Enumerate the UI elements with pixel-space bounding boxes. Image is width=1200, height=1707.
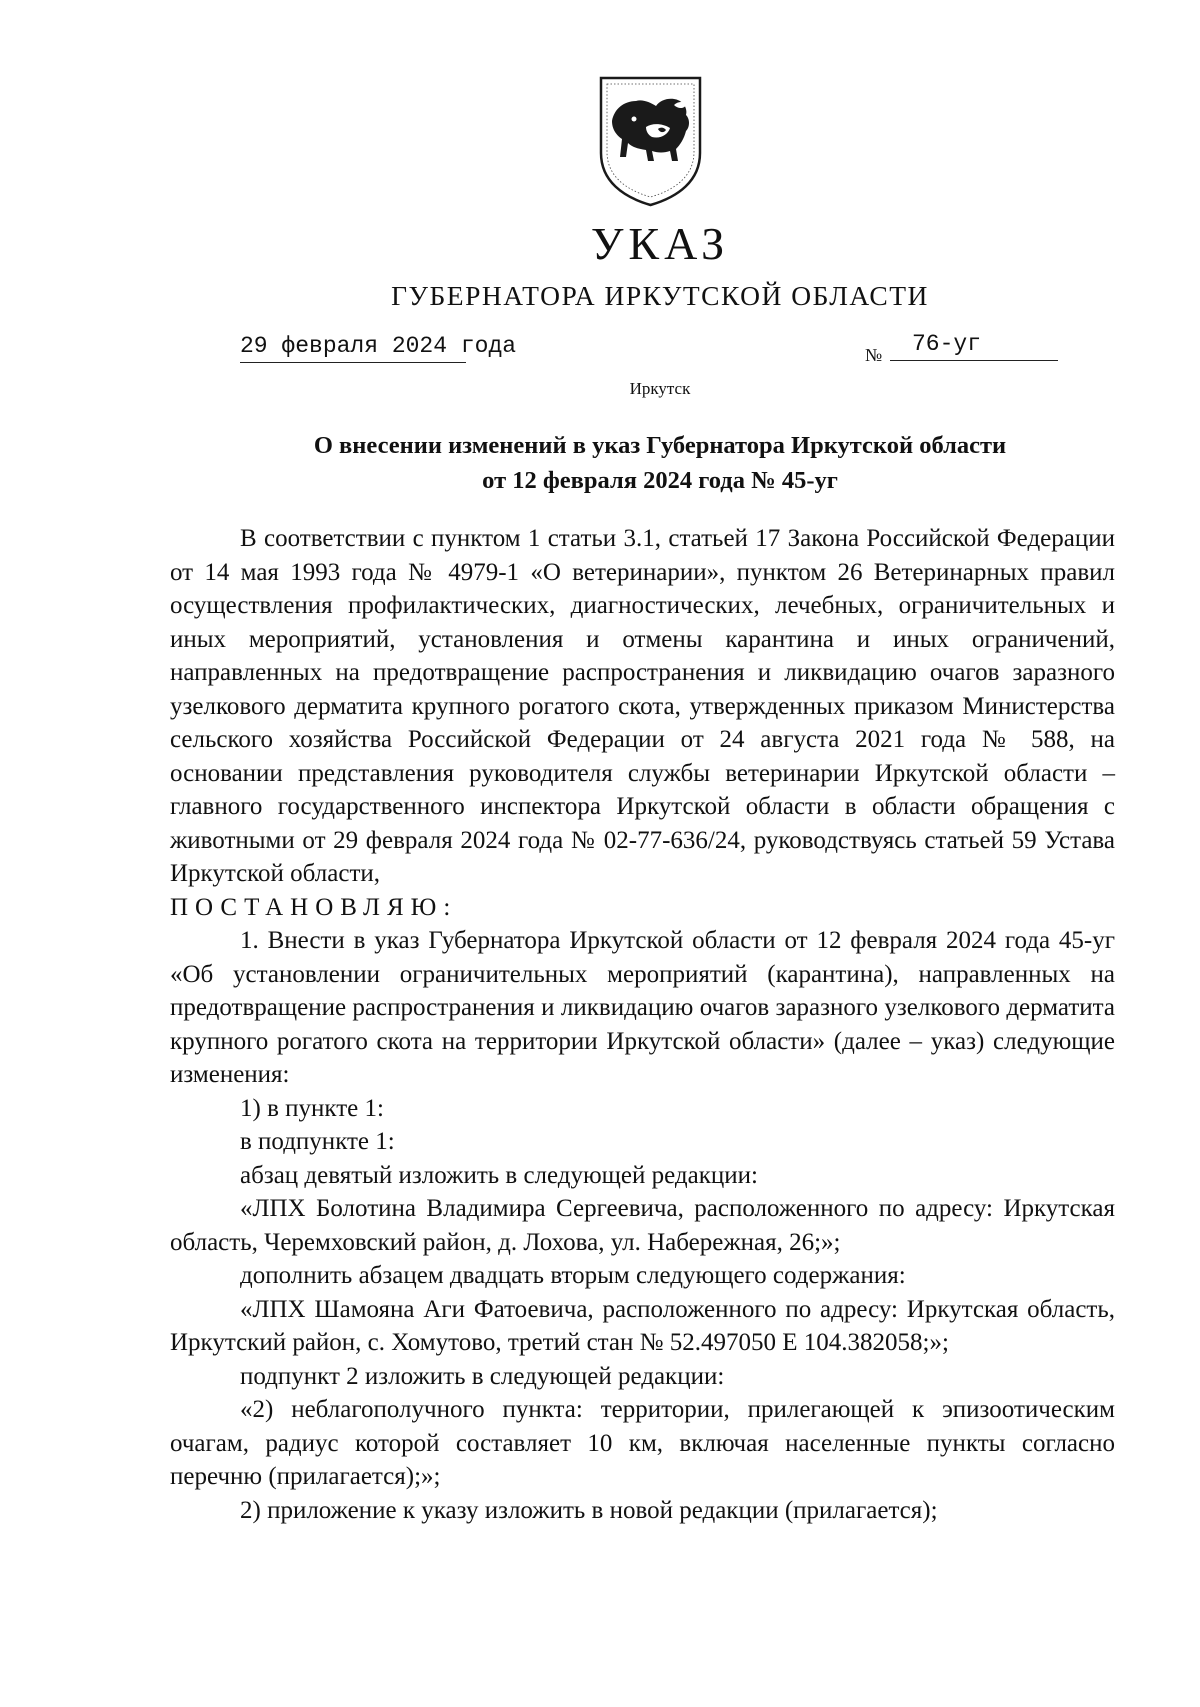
sub-item-1: 1) в пункте 1:: [240, 1094, 384, 1122]
document-body: [170, 522, 1115, 1527]
preamble-paragraph: В соответствии с пунктом 1 статьи 3.1, статьей 17 Закона Российской Федерации от 14 мая 1993 года № 4979-1 «О ветеринарии», пунктом 26 Ветеринарных правил осуществления профилактических, диагностических, лечебных, ограничительных и иных мероприятий, установления и отмены карантина и иных ограничений, направленных на предотвращение распространения и ликвидацию очагов заразного узелкового дерматита крупного рогатого скота, утвержденных приказом Министерства сельского хозяйства Российской Федерации от 24 августа 2021 года № 588, на основании представления руководителя службы ветеринарии Иркутской области – главного государственного инспектора Иркутской области в области обращения с животными от 29 февраля 2024 года № 02-77-636/24, руководствуясь статьей 59 Устава Иркутской области,: [170, 525, 1115, 887]
sub-item-1a: в подпункте 1:: [240, 1128, 395, 1155]
document-number: 76-уг: [890, 328, 1058, 361]
quote-unfavorable-point: «2) неблагополучного пункта: территории, прилегающей к эпизоотическим очагам, радиус которой составляет 10 км, включая населенные пункты согласно перечню (прилагается);»;: [170, 1396, 1115, 1490]
item-1-paragraph: 1. Внести в указ Губернатора Иркутской области от 12 февраля 2024 года 45-уг «Об установлении ограничительных мероприятий (карантина), направленных на предотвращение распространения и ликвидацию очагов заразного узелкового дерматита крупного рогатого скота на территории Иркутской области» (далее – указ) следующие изменения:: [170, 927, 1115, 1088]
document-type-heading: УКАЗ: [590, 218, 730, 269]
city-label: Иркутск: [629, 379, 691, 398]
title-line-2: от 12 февраля 2024 года № 45-уг: [482, 467, 838, 494]
sub-item-2-instruction: подпункт 2 изложить в следующей редакции:: [240, 1362, 725, 1390]
add-paragraph-22-instruction: дополнить абзацем двадцать вторым следующего содержания:: [240, 1262, 906, 1289]
title-line-1: О внесении изменений в указ Губернатора Иркутской области: [313, 432, 1007, 459]
item-2-paragraph: 2) приложение к указу изложить в новой редакции (прилагается);: [240, 1496, 938, 1524]
irkutsk-coat-of-arms-icon: [598, 75, 703, 207]
paragraph-nine-instruction: абзац девятый изложить в следующей редакции:: [240, 1161, 758, 1189]
decree-word: ПОСТАНОВЛЯЮ:: [170, 893, 458, 921]
quote-bolotin: «ЛПХ Болотина Владимира Сергеевича, расположенного по адресу: Иркутская область, Черемховский район, д. Лохова, ул. Набережная, 26;»;: [170, 1195, 1115, 1256]
document-date: 29 февраля 2024 года: [240, 330, 466, 363]
issuer-heading: ГУБЕРНАТОРА ИРКУТСКОЙ ОБЛАСТИ: [391, 280, 929, 311]
document-title: [160, 428, 1160, 498]
number-sign-label: №: [865, 345, 883, 365]
quote-shamoyan: «ЛПХ Шамояна Аги Фатоевича, расположенного по адресу: Иркутская область, Иркутский район, с. Хомутово, третий стан № 52.497050 Е 104.382058;»;: [170, 1295, 1115, 1356]
